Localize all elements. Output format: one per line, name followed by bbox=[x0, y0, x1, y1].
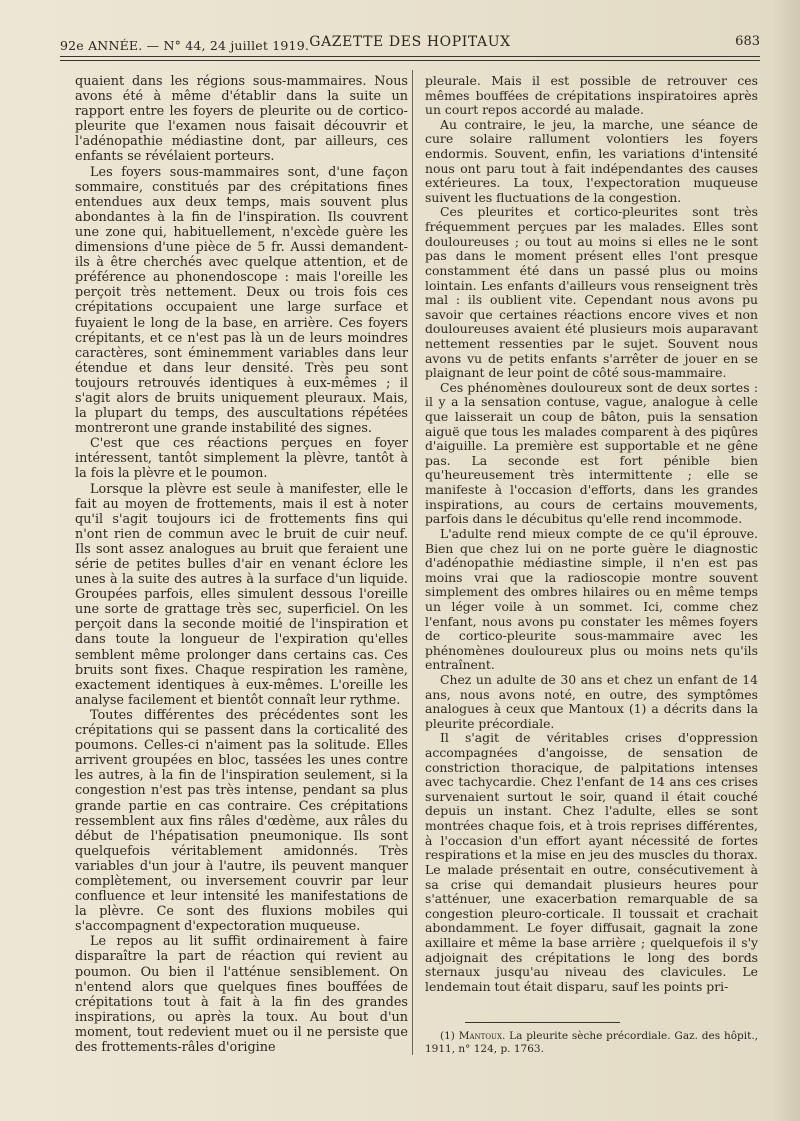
page-header bbox=[60, 32, 760, 56]
column-divider bbox=[412, 70, 413, 1055]
footnote-rule bbox=[465, 1022, 620, 1023]
paragraph: quaient dans les régions sous-mammaires. Nous avons été à même d'établir dans la suite un rapport entre les foyers de pleurite ou de cortico-pleurite que l'examen nous faisait découvrir et l'adénopathie médiastine dont, par ailleurs, ces enfants se révélaient porteurs. bbox=[75, 74, 408, 165]
footnote bbox=[425, 1030, 758, 1056]
paragraph: Les foyers sous-mammaires sont, d'une façon sommaire, constitués par des crépitations fines entendues aux deux temps, mais souvent plus abondantes à la fin de l'inspiration. Ils couvrent une zone qui, habituellement, n'excède guère les dimensions d'une pièce de 5 fr. Aussi demandent-ils à être cherchés avec quelque attention, et de préférence au phonendoscope : mais l'oreille les perçoit très nettement. Deux ou trois fois ces crépitations occupaient une large surface et fuyaient le long de la base, en arrière. Ces foyers crépitants, et ce n'est pas là un de leurs moindres caractères, sont éminemment variables dans leur étendue et dans leur densité. Très peu sont toujours retrouvés identiques à eux-mêmes ; il s'agit alors de bruits uniquement pleuraux. Mais, la plupart du temps, des auscultations répétées montreront une grande instabilité des signes. bbox=[75, 164, 408, 437]
header-rule-thin bbox=[60, 60, 760, 61]
paragraph: Au contraire, le jeu, la marche, une séance de cure solaire rallument volontiers les foyers endormis. Souvent, enfin, les variations d'intensité nous ont paru tout à fait indépendantes des causes extérieures. La toux, l'expectoration muqueuse suivent les fluctuations de la congestion. bbox=[425, 116, 758, 205]
right-column bbox=[425, 74, 758, 994]
paragraph: Il s'agit de véritables crises d'oppression accompagnées d'angoisse, de sensation de constriction thoracique, de palpitations intenses avec tachycardie. Chez l'enfant de 14 ans ces crises survenaient surtout le soir, quand il était couché depuis un instant. Chez l'adulte, elles se sont montrées chaque fois, et à trois reprises différentes, à l'occasion d'un effort ayant nécessité de fortes respirations et la mise en jeu des muscles du thorax. Le malade présentait en outre, consécutivement à sa crise qui demandait plusieurs heures pour s'atténuer, une exacerbation remarquable de sa congestion pleuro-corticale. Il toussait et crachait abondamment. Le foyer diffusait, gagnait la zone axillaire et même la base arrière ; quelquefois il s'y adjoignait des crépitations le long des bords sternaux jusqu'au niveau des clavicules. Le lendemain tout était disparu, sauf les points pri- bbox=[425, 730, 758, 994]
left-column bbox=[75, 74, 408, 1055]
paragraph: Lorsque la plèvre est seule à manifester, elle le fait au moyen de frottements, mais il est à noter qu'il s'agit toujours ici de frottements fins qui n'ont rien de commun avec le bruit de cuir neuf. Ils sont assez analogues au bruit que feraient une série de petites bulles d'air en venant éclore les unes à la suite des autres à la surface d'un liquide. Groupées parfois, elles simulent dessous l'oreille une sorte de grattage très sec, superficiel. On les perçoit dans la seconde moitié de l'inspiration et dans toute la longueur de l'expiration qu'elles semblent même prolonger dans certains cas. Ces bruits sont fixes. Chaque respiration les ramène, exactement identiques à eux-mêmes. L'oreille les analyse facilement et bientôt connaît leur rythme. bbox=[75, 481, 408, 708]
paragraph: Chez un adulte de 30 ans et chez un enfant de 14 ans, nous avons noté, en outre, des symptômes analogues à ceux que Mantoux (1) a décrits dans la pleurite précordiale. bbox=[425, 671, 758, 731]
footnote-author: Mantoux. bbox=[458, 1030, 506, 1042]
page-number: 683 bbox=[735, 34, 760, 49]
paragraph: pleurale. Mais il est possible de retrouver ces mêmes bouffées de crépitations inspiratoires après un court repos accordé au malade. bbox=[425, 73, 758, 118]
page-edge-shadow bbox=[772, 0, 800, 1121]
issue-info: 92e ANNÉE. — N° 44, 24 juillet 1919. bbox=[60, 38, 310, 53]
footnote-text: La pleurite sèche précordiale. Gaz. des hôpit., 1911, n° 124, p. 1763. bbox=[425, 1030, 758, 1055]
paragraph: Le repos au lit suffit ordinairement à faire disparaître la part de réaction qui revient au poumon. Ou bien il l'atténue sensiblement. On n'entend alors que quelques fines bouffées de crépitations tout à fait à la fin des grandes inspirations, ou après la toux. Au bout d'un moment, tout redevient muet ou il ne persiste que des frottements-râles d'origine bbox=[75, 934, 408, 1055]
paragraph: Ces pleurites et cortico-pleurites sont très fréquemment perçues par les malades. Elles sont douloureuses ; ou tout au moins si elles ne le sont pas dans le moment présent elles l'ont presque constamment été dans un passé plus ou moins lointain. Les enfants d'ailleurs vous renseignent très mal : ils oublient vite. Cependant nous avons pu savoir que certaines réactions encore vives et non douloureuses avaient été plusieurs mois auparavant nettement ressenties par le sujet. Souvent nous avons vu de petits enfants s'arrêter de jouer en se plaignant de leur point de côté sous-mammaire. bbox=[425, 204, 758, 381]
paragraph: C'est que ces réactions perçues en foyer intéressent, tantôt simplement la plèvre, tantôt à la fois la plèvre et le poumon. bbox=[75, 436, 408, 482]
publication-title: GAZETTE DES HOPITAUX bbox=[309, 34, 511, 50]
header-rule-thick bbox=[60, 56, 760, 57]
footnote-marker: (1) bbox=[440, 1030, 455, 1042]
paragraph: Toutes différentes des précédentes sont les crépitations qui se passent dans la corticalité des poumons. Celles-ci n'aiment pas la solitude. Elles arrivent groupées en bloc, tassées les unes contre les autres, à la fin de l'inspiration seulement, si la congestion n'est pas très intense, pendant sa plus grande partie en cas contraire. Ces crépitations ressemblent aux fins râles d'œdème, aux râles du début de l'hépatisation pneumonique. Ils sont quelquefois véritablement amidonnés. Très variables d'un jour à l'autre, ils peuvent manquer complètement, ou inversement couvrir par leur confluence et leur intensité les manifestations de la plèvre. Ce sont des fluxions mobiles qui s'accompagnent d'expectoration muqueuse. bbox=[75, 707, 408, 935]
paragraph: Ces phénomènes douloureux sont de deux sortes : il y a la sensation contuse, vague, analogue à celle que laisserait un coup de bâton, puis la sensation aiguë que tous les malades comparent à des piqûres d'aiguille. La première est supportable et ne gêne pas. La seconde est fort pénible bien qu'heureusement très intermittente ; elle se manifeste à l'occasion d'efforts, dans les grandes inspirations, au cours de certains mouvements, parfois dans le décubitus qu'elle rend incommode. bbox=[425, 379, 758, 527]
paragraph: L'adulte rend mieux compte de ce qu'il éprouve. Bien que chez lui on ne porte guère le diagnostic d'adénopathie médiastine simple, il n'en est pas moins vrai que la radioscopie montre souvent simplement des ombres hilaires ou en même temps un léger voile à un sommet. Ici, comme chez l'enfant, nous avons pu constater les mêmes foyers de cortico-pleurite sous-mammaire avec les phénomènes douloureux plus ou moins nets qu'ils entraînent. bbox=[425, 525, 758, 673]
